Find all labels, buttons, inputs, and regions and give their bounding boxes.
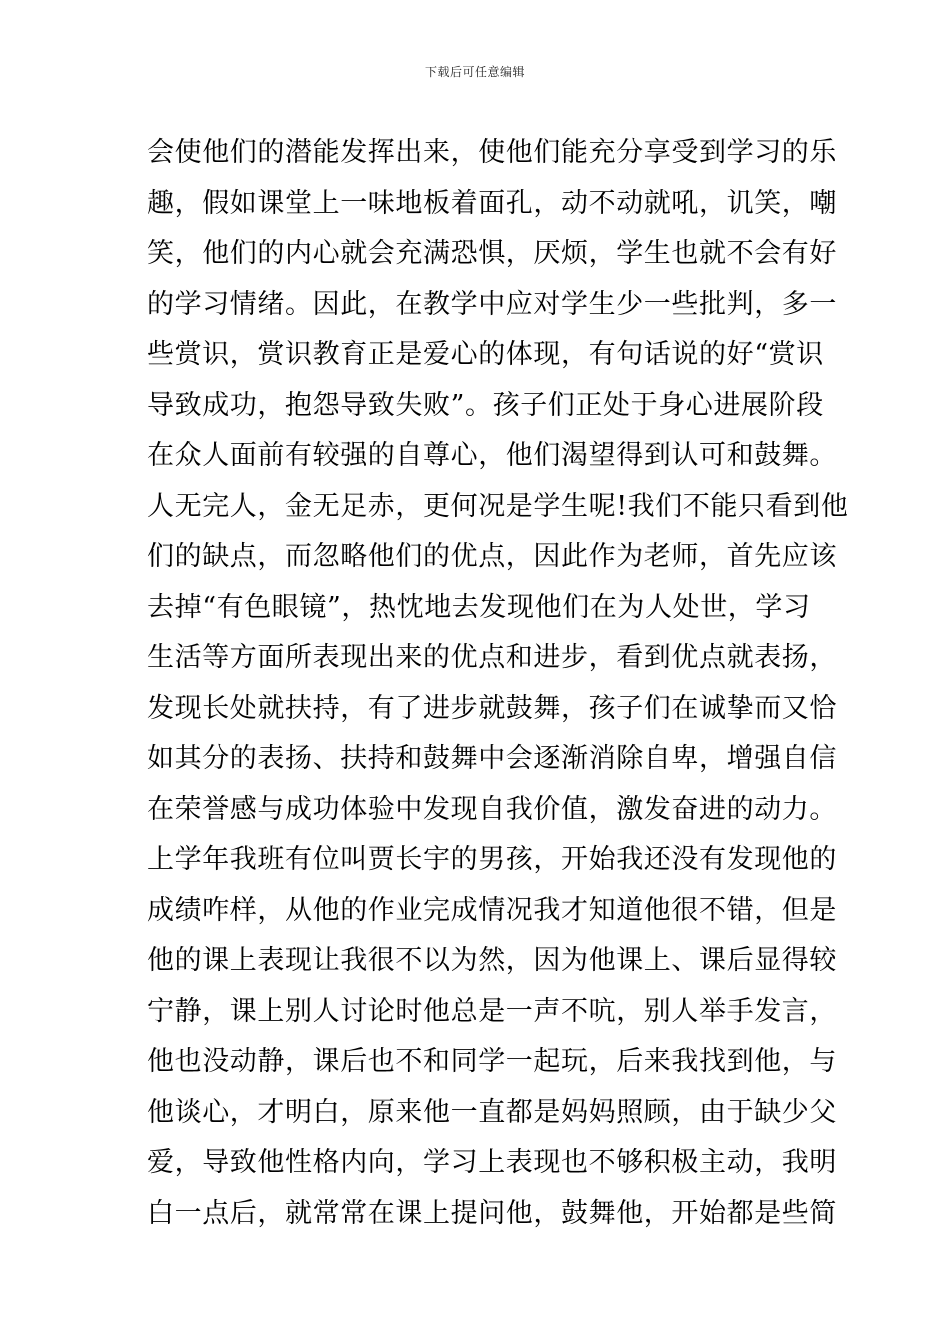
text-line: 人无完人，金无足赤，更何况是学生呢!我们不能只看到他	[147, 490, 849, 522]
text-line: 在众人面前有较强的自尊心，他们渴望得到认可和鼓舞。	[147, 440, 837, 471]
text-line: 们的缺点，而忽略他们的优点，因此作为老师，首先应该	[147, 541, 837, 572]
text-line: 他谈心，才明白，原来他一直都是妈妈照顾，由于缺少父	[147, 1096, 837, 1128]
text-line: 如其分的表扬、扶持和鼓舞中会逐渐消除自卑，增强自信	[147, 743, 837, 774]
text-line: 上学年我班有位叫贾长宇的男孩，开始我还没有发现他的	[147, 844, 837, 875]
text-line: 生活等方面所表现出来的优点和进步，看到优点就表扬，	[147, 642, 837, 673]
text-line: 他的课上表现让我很不以为然，因为他课上、课后显得较	[147, 945, 837, 976]
text-line: 成绩咋样，从他的作业完成情况我才知道他很不错，但是	[147, 894, 837, 926]
text-line: 些赏识，赏识教育正是爱心的体现，有句话说的好“赏识	[147, 339, 824, 370]
text-line: 笑，他们的内心就会充满恐惧，厌烦，学生也就不会有好	[147, 238, 837, 269]
text-line: 去掉“有色眼镜”，热忱地去发现他们在为人处世，学习	[147, 591, 811, 623]
text-line: 的学习情绪。因此，在教学中应对学生少一些批判，多一	[147, 288, 837, 320]
text-line: 导致成功，抱怨导致失败”。孩子们正处于身心进展阶段	[147, 389, 824, 421]
text-line: 白一点后，就常常在课上提问他，鼓舞他，开始都是些简	[147, 1197, 837, 1229]
body-text	[147, 128, 849, 1239]
text-line: 会使他们的潜能发挥出来，使他们能充分享受到学习的乐	[147, 137, 837, 168]
text-line: 趣，假如课堂上一味地板着面孔，动不动就吼，讥笑，嘲	[147, 187, 837, 219]
page-header: 下载后可任意编辑	[424, 65, 525, 79]
text-line: 宁静，课上别人讨论时他总是一声不吭，别人举手发言，	[147, 995, 837, 1027]
text-line: 他也没动静，课后也不和同学一起玩，后来我找到他，与	[147, 1046, 837, 1077]
text-line: 发现长处就扶持，有了进步就鼓舞，孩子们在诚挚而又恰	[147, 692, 837, 724]
text-line: 爱，导致他性格内向，学习上表现也不够积极主动，我明	[147, 1147, 837, 1178]
text-line: 在荣誉感与成功体验中发现自我价值，激发奋进的动力。	[147, 793, 837, 825]
